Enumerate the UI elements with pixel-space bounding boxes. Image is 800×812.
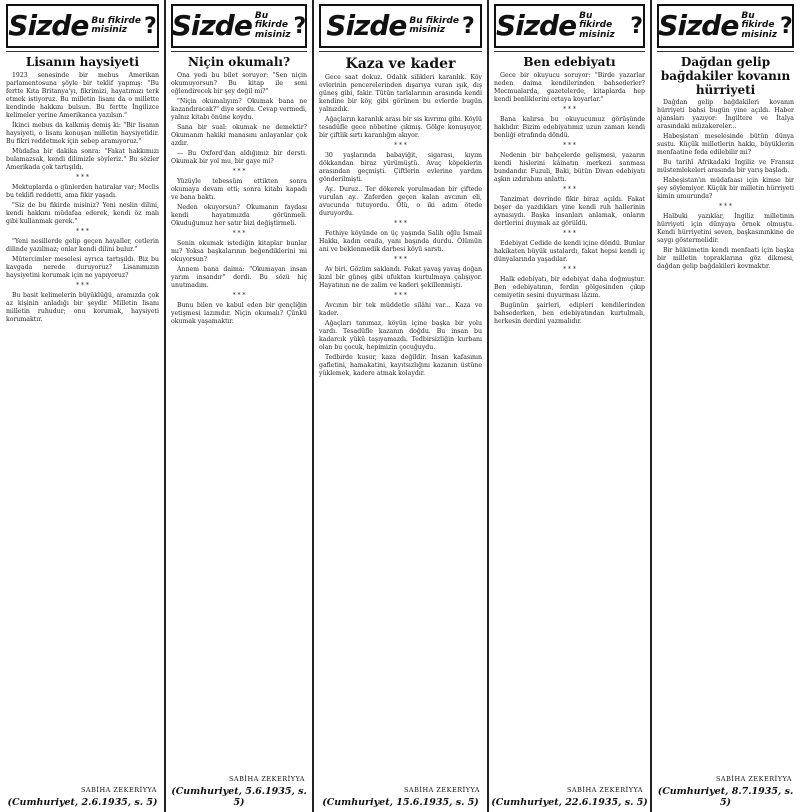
banner-question — [255, 12, 291, 40]
banner-question — [579, 12, 627, 40]
paragraph: Halbuki yazıklar, İngiliz milletinin hürriyeti için dünyaya örnek olmuştu. Kendi hürriyetini seven, başkasınınkine de saygı göstermelidir. — [657, 213, 794, 245]
banner-line2: misiniz — [254, 29, 291, 40]
paragraph: Bir hükümetin kendi menfaati için başka bir milletin topraklarına göz dikmesi, dağdan gelip bağdakileri kovmaktır. — [657, 247, 794, 271]
clipping-column-3 — [313, 0, 488, 812]
signature: SABİHA ZEKERİYYA — [715, 775, 792, 783]
paragraph: Ona yedi bu bilet soruyor: "Sen niçin okumuyorsun? Bu kitap ile seni eğlendirecek bir şey değil mi?" — [171, 71, 307, 95]
citation-source: Cumhuriyet — [495, 797, 559, 808]
divider — [657, 51, 794, 52]
paragraph: Sana bir sual: okumak ne demektir? Okumanın hakiki manasını anlayanlar çok azdır. — [171, 123, 307, 147]
banner-line1: Bu fikirde — [409, 15, 459, 26]
section-stars: * * * — [563, 229, 576, 237]
banner-mark: ? — [293, 13, 307, 39]
paragraph: Neden okuyorsun? Okumanın faydası kendi hayatımızda görünmeli. Okuduğumuz her satır bizi değiştirmeli. — [171, 203, 307, 227]
paragraph: İkinci mebus da kalkmış demiş ki: "Bir lisanın haysiyeti, o lisanı konuşan milletin haysiyetidir. Bu fikri reddetmek için sebep aramıyoruz." — [6, 121, 159, 145]
section-stars: * * * — [76, 281, 89, 289]
paragraph: Tanzimat devrinde fikir biraz açıldı. Fakat beşer da yazdıkları yine kendi ruh hallerinin aynasıydı. Başka insanları anlamak, onların dertlerini duymak az görüldü. — [494, 195, 645, 227]
banner-sizde: Sizde — [171, 9, 252, 42]
paragraph: Halk edebiyatı, bir edebiyat daha doğmuştur. Ben edebiyatının, ferdin gölgesinden çıkıp cemiyetin sesini duyurması lâzım. — [494, 275, 645, 299]
citation-detail: , 8.7.1935, s. 5) — [719, 786, 794, 808]
paragraph: Müdafaa bir dakika sonra: "Fakat hakkımızı bulamazsak, kendi dilimizle söyleriz." Bu sözler Amerikada çok tartışıldı. — [6, 147, 159, 171]
citation-source: Cumhuriyet — [175, 786, 239, 797]
paragraph: Av biri. Gözüm saklandı. Fakat yavaş yavaş doğan kızıl bir güneş gibi ufuktan kurtulmaya çalışıyor. Hayatının ne de zalim ve kaderi şekillenmişti. — [319, 266, 482, 290]
banner-mark: ? — [461, 13, 475, 39]
banner-sizde: Sizde — [326, 9, 407, 42]
article-heading: Dağdan gelip bağdakiler kovanın hürriyeti — [660, 55, 791, 97]
section-stars: * * * — [76, 173, 89, 181]
citation-source: Cumhuriyet — [326, 797, 390, 808]
banner-sizde: Sizde — [496, 9, 577, 42]
paragraph: Senin okumak istediğin kitaplar bunlar mı? Yoksa başkalarının beğendiklerini mi okuyorsun? — [171, 239, 307, 263]
banner-mark: ? — [143, 13, 157, 39]
paragraph: Bunu bilen ve kabul eden bir gençliğin yetişmesi lazımdır. Niçin okumalı? Çünkü okumak yaşamaktır. — [171, 301, 307, 325]
section-stars: * * * — [394, 256, 407, 264]
article-body — [171, 72, 307, 773]
section-stars: * * * — [394, 292, 407, 300]
banner-question — [409, 17, 459, 36]
divider — [319, 51, 482, 52]
paragraph: Ağaçların karanlık arası bir sis kıvrımı gibi. Köylü tesadüfle gece nöbetine çıkmış. Gölge konuşuyor, bir çiftlik sırtı karanlığın akıyor. — [319, 116, 482, 140]
banner-line1: Bu fikirde — [579, 10, 613, 31]
paragraph: Edebiyat Cedide de kendi içine döndü. Bunlar hakikaten büyük ustalardı, fakat hepsi kendi iç dünyalarında yaşadılar. — [494, 239, 645, 263]
article-heading: Niçin okumalı? — [188, 55, 290, 69]
banner-line2: misiniz — [409, 25, 446, 35]
banner-line2: misiniz — [579, 29, 615, 40]
citation-source: Cumhuriyet — [12, 797, 75, 808]
paragraph: — Bu Oxford'dan aldığımız bir dersti. Okumak bir yol mu, bir gaye mi? — [171, 149, 307, 165]
citation: (Cumhuriyet, 22.6.1935, s. 5) — [491, 797, 648, 808]
paragraph: Bana kalırsa bu okuyucumuz görüşünde haklıdır. Bizim edebiyatımız uzun zaman kendi benliği etrafında döndü. — [494, 115, 645, 139]
section-stars: * * * — [76, 227, 89, 235]
column-banner — [657, 4, 794, 48]
paragraph: Tedbirde kusur, kaza değildir. İnsan kafasının gafletini, hamakatini, kayıtsızlığını kazanın üstüne yüklemek, kadere atmak kolaydır. — [319, 354, 482, 378]
banner-line1: Bu fikirde — [91, 15, 141, 26]
paragraph: Dağdan gelip bağdakileri kovanın hürriyeti bahsi bugün yine açıldı. Haber ajansları yazıyor: İngiltere ve İtalya arasındaki müzakereler... — [657, 99, 794, 131]
citation-detail: , 22.6.1935, s. 5) — [558, 797, 648, 808]
paragraph: Gece bir okuyucu soruyor: "Birde yazarlar neden daima kendilerinden bahsederler? Mecmualarda, gazetelerde, kitaplarda hep kendi benliklerini ortaya koyarlar." — [494, 71, 645, 103]
signature: SABİHA ZEKERİYYA — [80, 786, 157, 794]
section-stars: * * * — [563, 265, 576, 273]
paragraph: Gece saat dokuz. Odalık silikleri karanlık. Köy evlerinin pencerelerinden dışarıya vuran ışık, dış güneş gibi, fakir. Tütün tarlalarının arasında kendi kendine bir köy, gibi görünen bu evlerde bugün yalnızdık. — [319, 74, 482, 114]
citation: (Cumhuriyet, 15.6.1935, s. 5) — [322, 797, 479, 808]
paragraph: Mektuplarda o günlerden hatıralar var; Meclis bu teklifi reddetti, ama fikir yaşadı. — [6, 183, 159, 199]
banner-question — [91, 17, 141, 36]
banner-mark: ? — [630, 13, 643, 39]
banner-mark: ? — [779, 13, 793, 39]
paragraph: Mütercimler meselesi ayrıca tartışıldı. Biz bu kavgada nerede duruyoruz? Lisanımızın haysiyetini korumak için ne yapıyoruz? — [6, 255, 159, 279]
clipping-column-5 — [651, 0, 800, 812]
article-body — [319, 74, 482, 784]
paragraph: Bugünün şairleri, edipleri kendilerinden bahsederken, ben edebiyatından kurtulmalı, herkesin derdini yazmalıdır. — [494, 301, 645, 325]
article-heading: Kaza ve kader — [345, 56, 456, 72]
column-banner — [6, 4, 159, 48]
section-stars: * * * — [232, 229, 246, 237]
citation-detail: , 2.6.1935, s. 5) — [74, 797, 158, 808]
section-stars: * * * — [232, 291, 246, 299]
article-heading: Ben edebiyatı — [523, 55, 616, 69]
section-stars: * * * — [394, 142, 407, 150]
banner-sizde: Sizde — [658, 9, 739, 42]
paragraph: Nedenin bir bahçelerde gelişmesi, yazarın kendi hislerini kâinatın merkezi sanması bundandır. Fuzuli, Baki, bütün Divan edebiyatı aşkın ızdırabını anlattı. — [494, 151, 645, 183]
section-stars: * * * — [563, 141, 576, 149]
paragraph: Bu basit kelimelerin büyüklüğü, aramızda çok az kişinin anladığı bir şeydir. Milletin lisanı milletin ruhudur; onu korumak, haysiyeti korumaktır. — [6, 291, 159, 323]
banner-line2: misiniz — [91, 25, 128, 35]
banner-line1: Bu fikirde — [254, 10, 288, 31]
divider — [6, 51, 159, 52]
divider — [494, 51, 645, 52]
column-banner — [494, 4, 645, 48]
paragraph: 1923 senesinde bir mebus Amerikan parlamentosuna şöyle bir teklif yapmış: "Bu fertte Kıta Britanya'yı, fikrimizi, hayatımızı terk etmek istiyoruz. Bu milletin lisanı da o millette kendinde hakkını bulsun. Bu fertte İngilizce kelimeler yerine Amerikanca yazılsın." — [6, 71, 159, 119]
signature: SABİHA ZEKERİYYA — [566, 786, 643, 794]
divider — [171, 51, 307, 52]
paragraph: Ağaçları tanımaz, köyün içine başka bir yolu vardı. Tesadüfle kazanın doğdu. Bu insan bu kadarcık yükü taşıyamazdı. Tedbirsizliğin kurbanı olan bu çocuk, hepimizin çocuğuydu. — [319, 320, 482, 352]
article-body — [657, 99, 794, 773]
section-stars: * * * — [563, 185, 576, 193]
banner-line1: Bu fikirde — [741, 10, 775, 31]
signature: SABİHA ZEKERİYYA — [228, 775, 305, 783]
paragraph: Fethiye köyünde on üç yaşında Salih oğlu İsmail Hakkı, kadın orada, yanı başında durdu. Ölümün ani ve beklenmedik darbesi köyü sarstı. — [319, 230, 482, 254]
paragraph: Ay.. Duruz.. Ter dökerek yorulmadan bir çiftede vurulan ay.. Zaferden geçen kalan avcının eli, avucunda tutuyordu. Ölü, o iki adım ötede duruyordu. — [319, 186, 482, 218]
article-body — [494, 72, 645, 784]
clipping-column-2 — [165, 0, 313, 812]
citation: (Cumhuriyet, 8.7.1935, s. 5) — [657, 786, 794, 808]
column-banner — [319, 4, 482, 48]
banner-sizde: Sizde — [8, 9, 89, 42]
banner-question — [741, 12, 777, 40]
banner-line2: misiniz — [741, 29, 777, 40]
citation: (Cumhuriyet, 2.6.1935, s. 5) — [7, 797, 158, 808]
paragraph: Yüzüyle tebessüm ettikten sonra okumaya devam etti; sonra kitabı kapadı ve bana baktı. — [171, 177, 307, 201]
section-stars: * * * — [394, 220, 407, 228]
paragraph: Annem bana daima: "Okumayan insan yarım insandır" derdi. Bu sözü hiç unutmadım. — [171, 265, 307, 289]
article-body — [6, 72, 159, 784]
signature: SABİHA ZEKERİYYA — [403, 786, 480, 794]
paragraph: "Siz de bu fikirde misiniz? Yeni neslin dilini, kendi hakkını müdafaa ederek, kendi öz malı gibi kullanmak gerek." — [6, 201, 159, 225]
paragraph: Habeşistan meselesinde bütün dünya sustu. Küçük milletlerin hakkı, büyüklerin menfaatine feda edilebilir mi? — [657, 133, 794, 157]
paragraph: 30 yaşlarında babayiğit, sigarası, kıyım dökkandan biraz yürümüştü. Avuç köpeklerin arasından geçmişti. Çiftlerin evlerine yardım gönderilmişti. — [319, 152, 482, 184]
clipping-column-1 — [0, 0, 165, 812]
paragraph: Habeşistan'ın müdafaası için kimse bir şey söylemiyor. Küçük bir milletin hürriyeti kimin umurunda? — [657, 177, 794, 201]
paragraph: "Niçin okumalıyım? Okumak bana ne kazandıracak?" diye sordu. Cevap vermedi, yalnız kitabı önüne koydu. — [171, 97, 307, 121]
section-stars: * * * — [719, 203, 732, 211]
clipping-column-4 — [488, 0, 651, 812]
article-heading: Lisanın haysiyeti — [25, 55, 140, 69]
paragraph: Avcının bir tek müddetle silâhı var... Kaza ve kader. — [319, 302, 482, 318]
section-stars: * * * — [232, 167, 246, 175]
paragraph: "Yeni nesillerde gelip geçen hayaller, cetlerin dilinde yazılmaz; onlar kendi dilini bulur." — [6, 237, 159, 253]
citation: (Cumhuriyet, 5.6.1935, s. 5) — [171, 786, 307, 808]
section-stars: * * * — [563, 105, 576, 113]
paragraph: Bu tarihî Afrikadaki İngiliz ve Fransız müstemlekeleri arasında bir yarış başladı. — [657, 159, 794, 175]
citation-source: Cumhuriyet — [662, 786, 726, 797]
column-banner — [171, 4, 307, 48]
citation-detail: , 5.6.1935, s. 5) — [233, 786, 307, 808]
citation-detail: , 15.6.1935, s. 5) — [389, 797, 479, 808]
